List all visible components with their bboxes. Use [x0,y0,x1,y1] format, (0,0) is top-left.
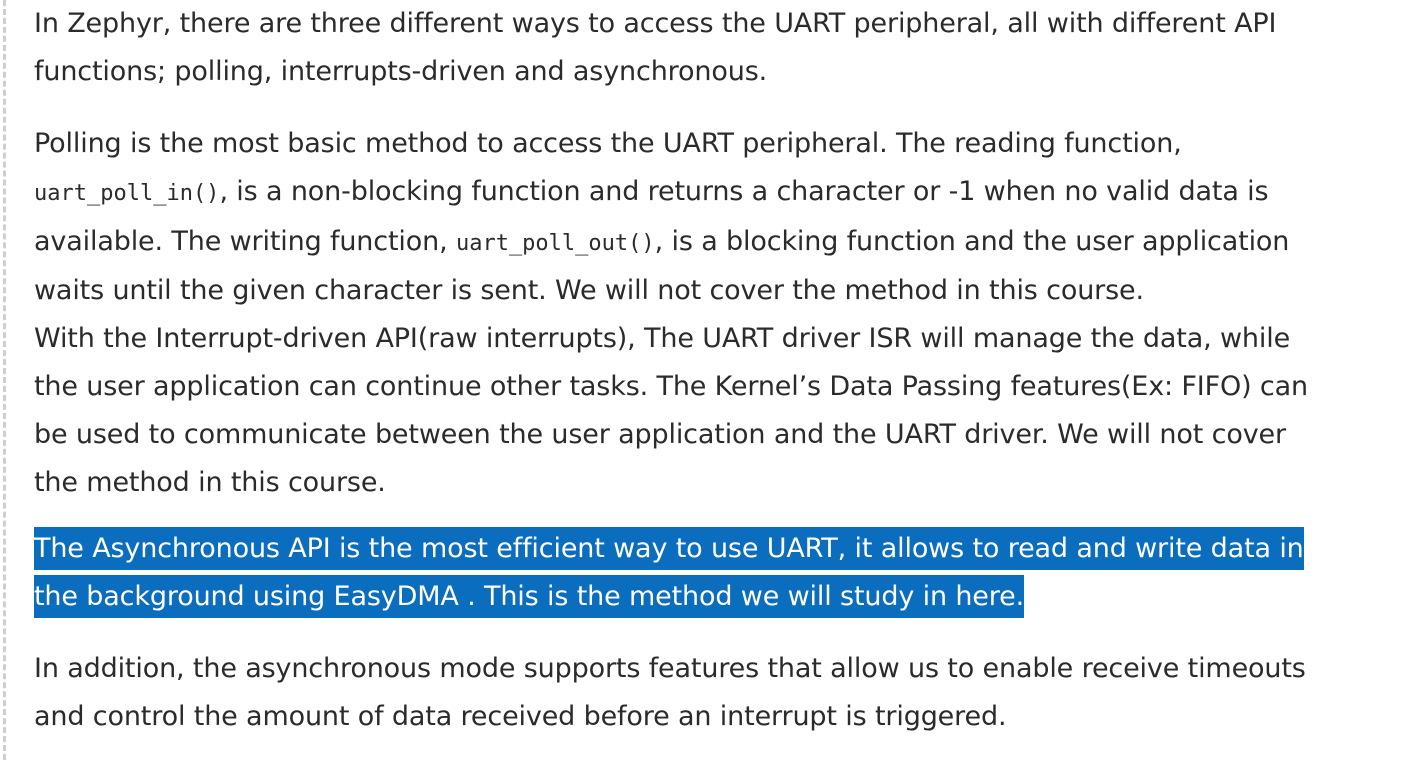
text-run: , is a blocking function and the user application [654,225,1290,257]
text-line: Polling is the most basic method to access the UART peripheral. The reading function, [34,128,1182,159]
text-line: the user application can continue other tasks. The Kernel’s Data Passing features(Ex: FIFO) can [34,370,1308,402]
left-dashed-border [3,0,6,760]
paragraph-uart-access-methods [34,0,1276,96]
paragraph-async-features [34,645,1306,741]
text-run: , is a non-blocking function and returns a character or -1 when no valid data is [219,175,1269,207]
text-line: the method in this course. [34,466,386,498]
code-uart-poll-out: uart_poll_out() [455,230,655,256]
text-line: be used to communicate between the user application and the UART driver. We will not cover [34,418,1286,450]
text-line: In Zephyr, there are three different ways to access the UART peripheral, all with different API [34,8,1277,39]
text-line: and control the amount of data received before an interrupt is triggered. [34,700,1007,732]
text-run: available. The writing function, [34,225,456,257]
text-line: waits until the given character is sent. We will not cover the method in this course. [34,275,1144,307]
selected-text-line[interactable]: the background using EasyDMA . This is the method we will study in here. [34,575,1024,618]
text-line: functions; polling, interrupts-driven and asynchronous. [34,55,768,87]
paragraph-asynchronous-api-selected[interactable] [34,525,1304,621]
paragraph-polling-and-interrupts [34,120,1308,506]
selected-text-line[interactable]: The Asynchronous API is the most efficient way to use UART, it allows to read and write data in [34,527,1304,570]
text-line: With the Interrupt-driven API(raw interrupts), The UART driver ISR will manage the data, while [34,323,1291,355]
text-line: In addition, the asynchronous mode supports features that allow us to enable receive timeouts [34,653,1306,684]
code-uart-poll-in: uart_poll_in() [34,180,220,206]
